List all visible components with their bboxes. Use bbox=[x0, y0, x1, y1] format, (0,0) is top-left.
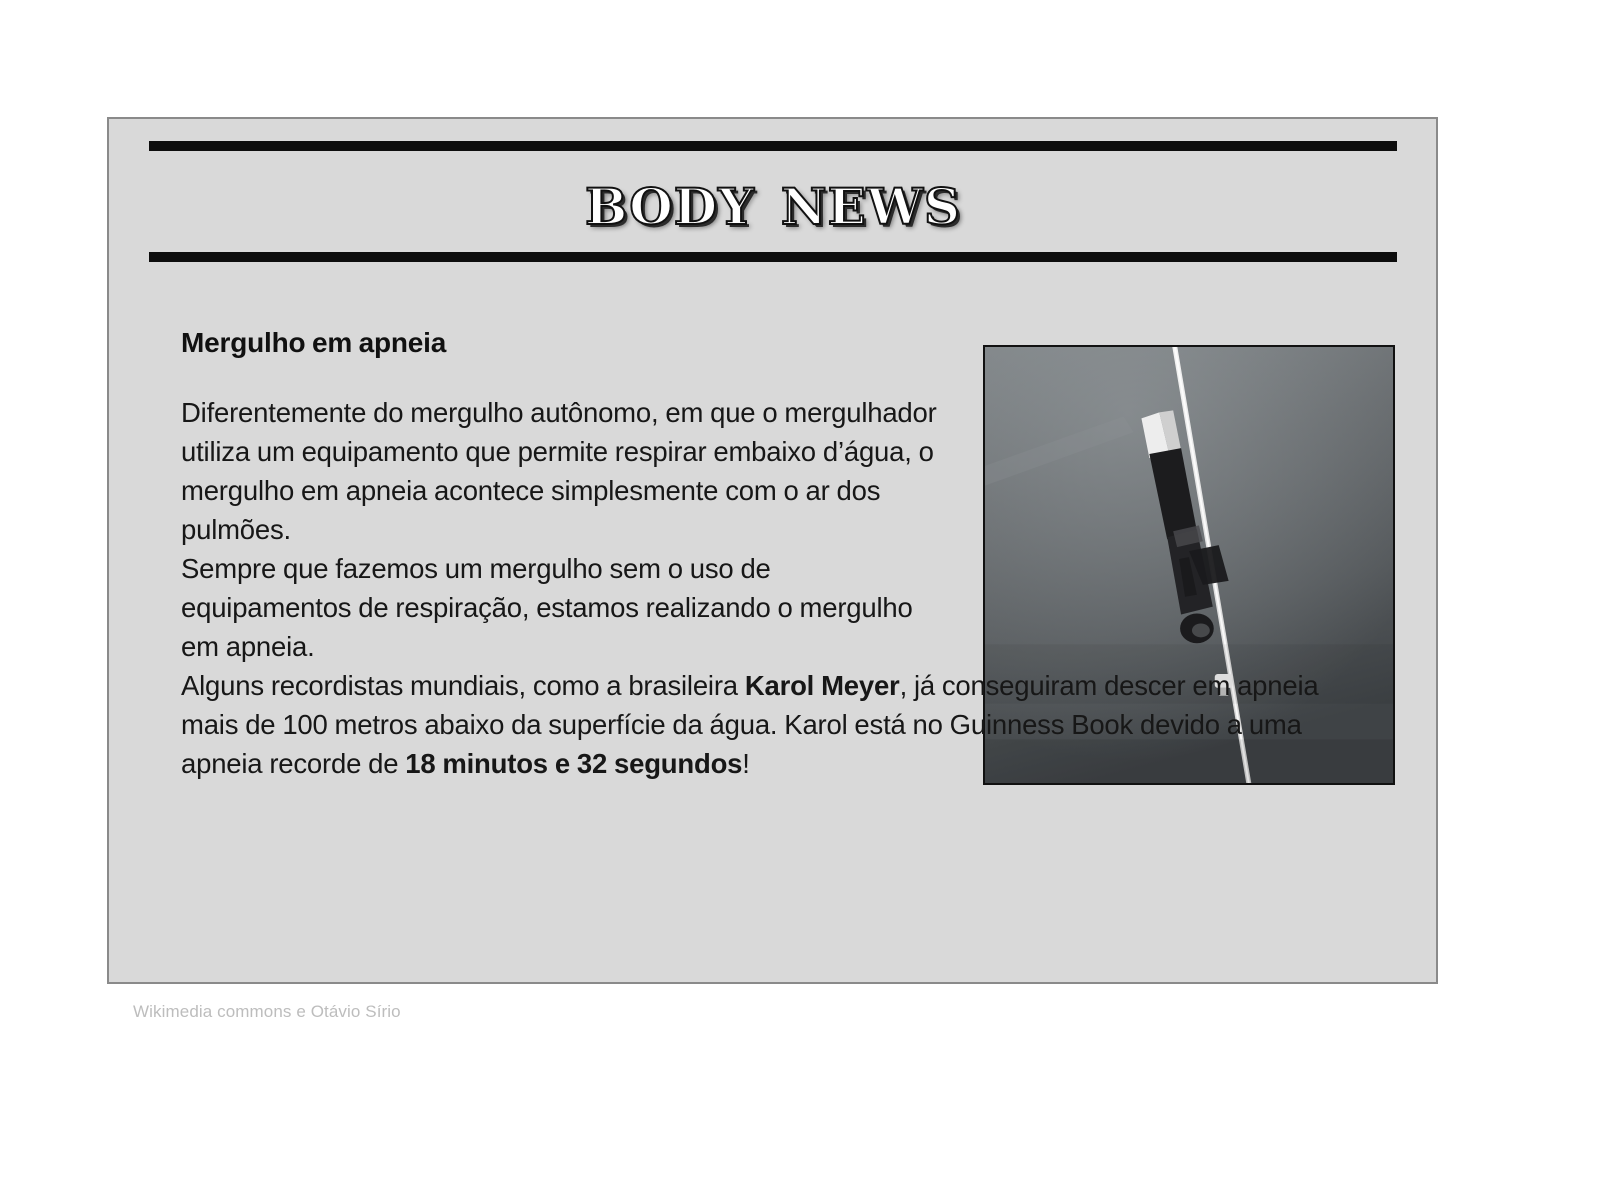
masthead bbox=[149, 141, 1397, 262]
article-subhead: Mergulho em apneia bbox=[181, 327, 447, 358]
article-paragraph-1: Diferentemente do mergulho autônomo, em que o mergulhador utiliza um equipamento que permite respirar embaixo d’água, o mergulho em apneia acontece simplesmente com o ar dos pulmões. bbox=[181, 397, 937, 546]
article-paragraph-3-text-3: ! bbox=[742, 748, 750, 780]
article-paragraph-3-text-2: , já conseguiram descer em apneia mais de 100 metros abaixo da superfície da água. Karol está no Guinness Book devido a uma apneia recorde de bbox=[181, 670, 1319, 780]
article-highlight-record: 18 minutos e 32 segundos bbox=[405, 748, 743, 780]
masthead-bottom-rule bbox=[149, 252, 1397, 262]
article-body bbox=[181, 327, 1371, 783]
article-highlight-name: Karol Meyer bbox=[744, 670, 900, 702]
article-paragraph-2: Sempre que fazemos um mergulho sem o uso de equipamentos de respiração, estamos realizando o mergulho em apneia. bbox=[181, 553, 913, 663]
article-full-width-block bbox=[181, 666, 1371, 783]
image-credit: Wikimedia commons e Otávio Sírio bbox=[133, 1002, 401, 1021]
article-left-column bbox=[181, 393, 941, 666]
article-paragraph-3 bbox=[181, 666, 1371, 783]
masthead-top-rule bbox=[149, 141, 1397, 151]
article-paragraph-3-text-1: Alguns recordistas mundiais, como a brasileira bbox=[181, 670, 745, 702]
masthead-title: body news bbox=[585, 156, 961, 241]
newspaper-clipping bbox=[107, 117, 1438, 984]
